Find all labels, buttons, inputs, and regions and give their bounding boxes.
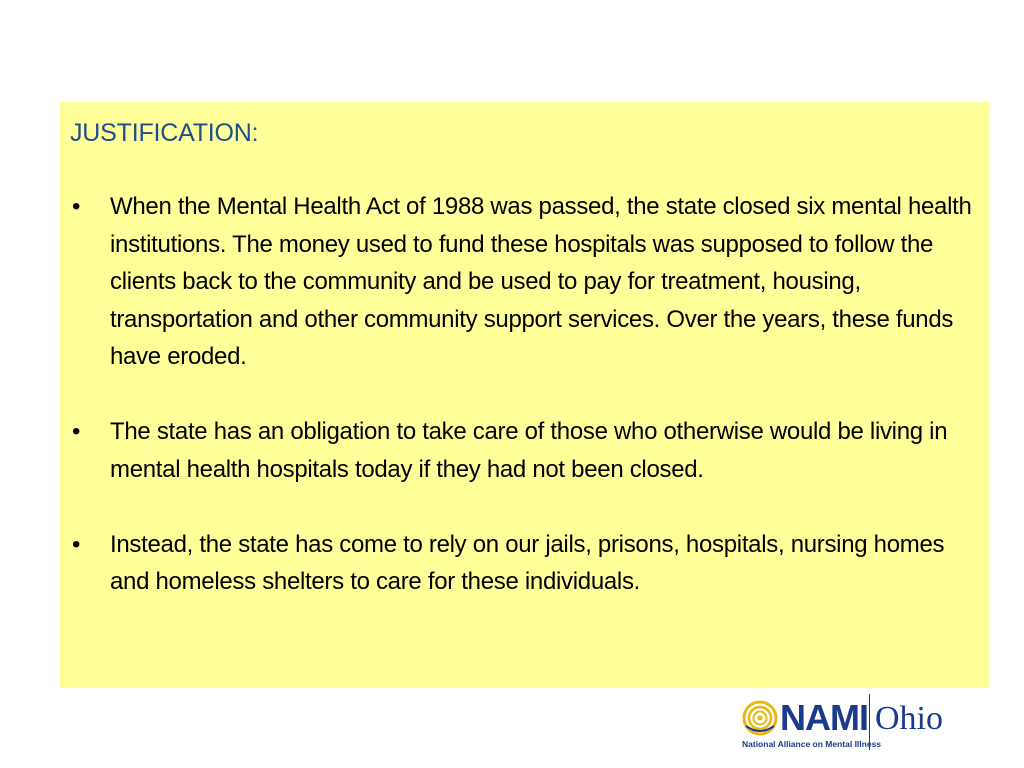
nami-swirl-icon xyxy=(742,700,778,736)
nami-ohio-logo xyxy=(742,692,967,752)
logo-tagline: National Alliance on Mental Illness xyxy=(742,739,882,749)
bullet-item xyxy=(70,188,976,376)
bullet-list xyxy=(70,188,976,601)
bullet-item xyxy=(70,526,976,601)
bullet-dot-icon: • xyxy=(72,193,81,220)
bullet-text: The state has an obligation to take care of those who otherwise would be living in mental health hospitals today if they had not been closed. xyxy=(110,418,948,483)
bullet-text: When the Mental Health Act of 1988 was passed, the state closed six mental health institutions. The money used to fund these hospitals was supposed to follow the clients back to the community and be used to pay for treatment, housing, transportation and other community support services. Over the years, these funds have eroded. xyxy=(110,193,972,370)
justification-box xyxy=(60,102,990,688)
bullet-item xyxy=(70,413,976,488)
slide-heading: JUSTIFICATION: xyxy=(70,119,259,147)
bullet-dot-icon: • xyxy=(72,418,81,445)
logo-ohio-text: Ohio xyxy=(875,700,943,737)
bullet-text: Instead, the state has come to rely on our jails, prisons, hospitals, nursing homes and homeless shelters to care for these individuals. xyxy=(110,530,945,595)
logo-nami-text: NAMI xyxy=(780,697,868,738)
bullet-dot-icon: • xyxy=(72,530,81,558)
